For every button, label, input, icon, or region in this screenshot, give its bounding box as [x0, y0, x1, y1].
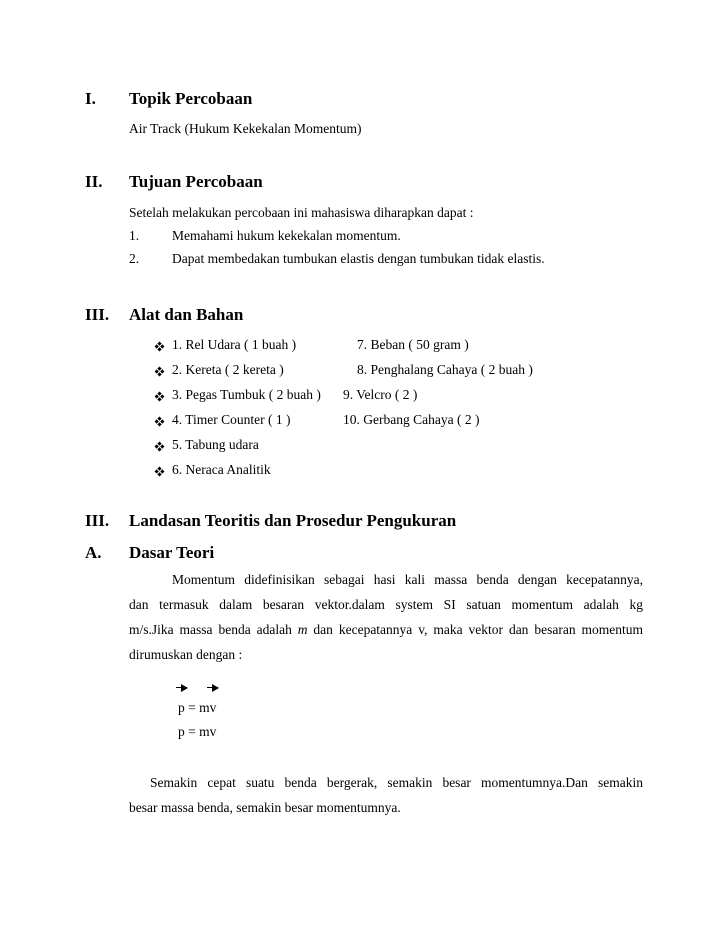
section-number-1: I. [85, 89, 96, 108]
tool-item-9: 9. Velcro ( 2 ) [343, 387, 418, 402]
section-number-4: III. [85, 511, 110, 530]
section-title-landasan: Landasan Teoritis dan Prosedur Pengukuran [129, 511, 457, 530]
section-title-alat: Alat dan Bahan [129, 305, 244, 324]
goal-intro: Setelah melakukan percobaan ini mahasiswa diharapkan dapat : [129, 205, 474, 220]
tool-item-7: 7. Beban ( 50 gram ) [357, 337, 469, 352]
paragraph-1-line-3 [129, 622, 643, 638]
subsection-title: Dasar Teori [129, 543, 215, 562]
section-number-3: III. [85, 305, 110, 324]
goal-item-1-number: 1. [129, 228, 140, 243]
bullet-diamond-icon [155, 392, 165, 402]
bullet-diamond-icon [155, 442, 165, 452]
paragraph-2-line-2: besar massa benda, semakin besar momentumnya. [129, 800, 401, 815]
section-number-2: II. [85, 172, 103, 191]
paragraph-1-line-3-b: dan kecepatannya v, maka vektor dan besaran momentum [307, 622, 643, 637]
tool-item-3: 3. Pegas Tumbuk ( 2 buah ) [172, 387, 321, 402]
bullet-diamond-icon [155, 342, 165, 352]
paragraph-1-line-4: dirumuskan dengan : [129, 647, 243, 662]
formula-vector: p = mv [178, 700, 217, 715]
section-title-topik: Topik Percobaan [129, 89, 253, 108]
paragraph-1-line-2: dan termasuk dalam besaran vektor.dalam system SI satuan momentum adalah kg [129, 597, 643, 612]
tool-item-6: 6. Neraca Analitik [172, 462, 271, 477]
mass-symbol: m [297, 622, 308, 637]
goal-item-1-text: Memahami hukum kekekalan momentum. [172, 228, 401, 243]
paragraph-1-line-1: Momentum didefinisikan sebagai hasi kali massa benda dengan kecepatannya, [172, 572, 643, 587]
bullet-diamond-icon [155, 467, 165, 477]
goal-item-2-number: 2. [129, 251, 140, 266]
paragraph-1-line-3-a: m/s.Jika massa benda adalah [129, 622, 298, 637]
bullet-diamond-icon [155, 367, 165, 377]
paragraph-2-line-1: Semakin cepat suatu benda bergerak, semakin besar momentumnya.Dan semakin [150, 775, 643, 790]
topic-text: Air Track (Hukum Kekekalan Momentum) [129, 121, 362, 136]
tool-item-2: 2. Kereta ( 2 kereta ) [172, 362, 284, 377]
vector-arrow-v-icon [207, 687, 218, 688]
formula-scalar: p = mv [178, 724, 217, 739]
section-title-tujuan: Tujuan Percobaan [129, 172, 263, 191]
tool-item-1: 1. Rel Udara ( 1 buah ) [172, 337, 297, 352]
bullet-diamond-icon [155, 417, 165, 427]
tool-item-8: 8. Penghalang Cahaya ( 2 buah ) [357, 362, 533, 377]
vector-arrow-p-icon [176, 687, 187, 688]
tool-item-10: 10. Gerbang Cahaya ( 2 ) [343, 412, 480, 427]
subsection-number: A. [85, 543, 102, 562]
goal-item-2-text: Dapat membedakan tumbukan elastis dengan tumbukan tidak elastis. [172, 251, 545, 266]
tool-item-5: 5. Tabung udara [172, 437, 259, 452]
tool-item-4: 4. Timer Counter ( 1 ) [172, 412, 291, 427]
